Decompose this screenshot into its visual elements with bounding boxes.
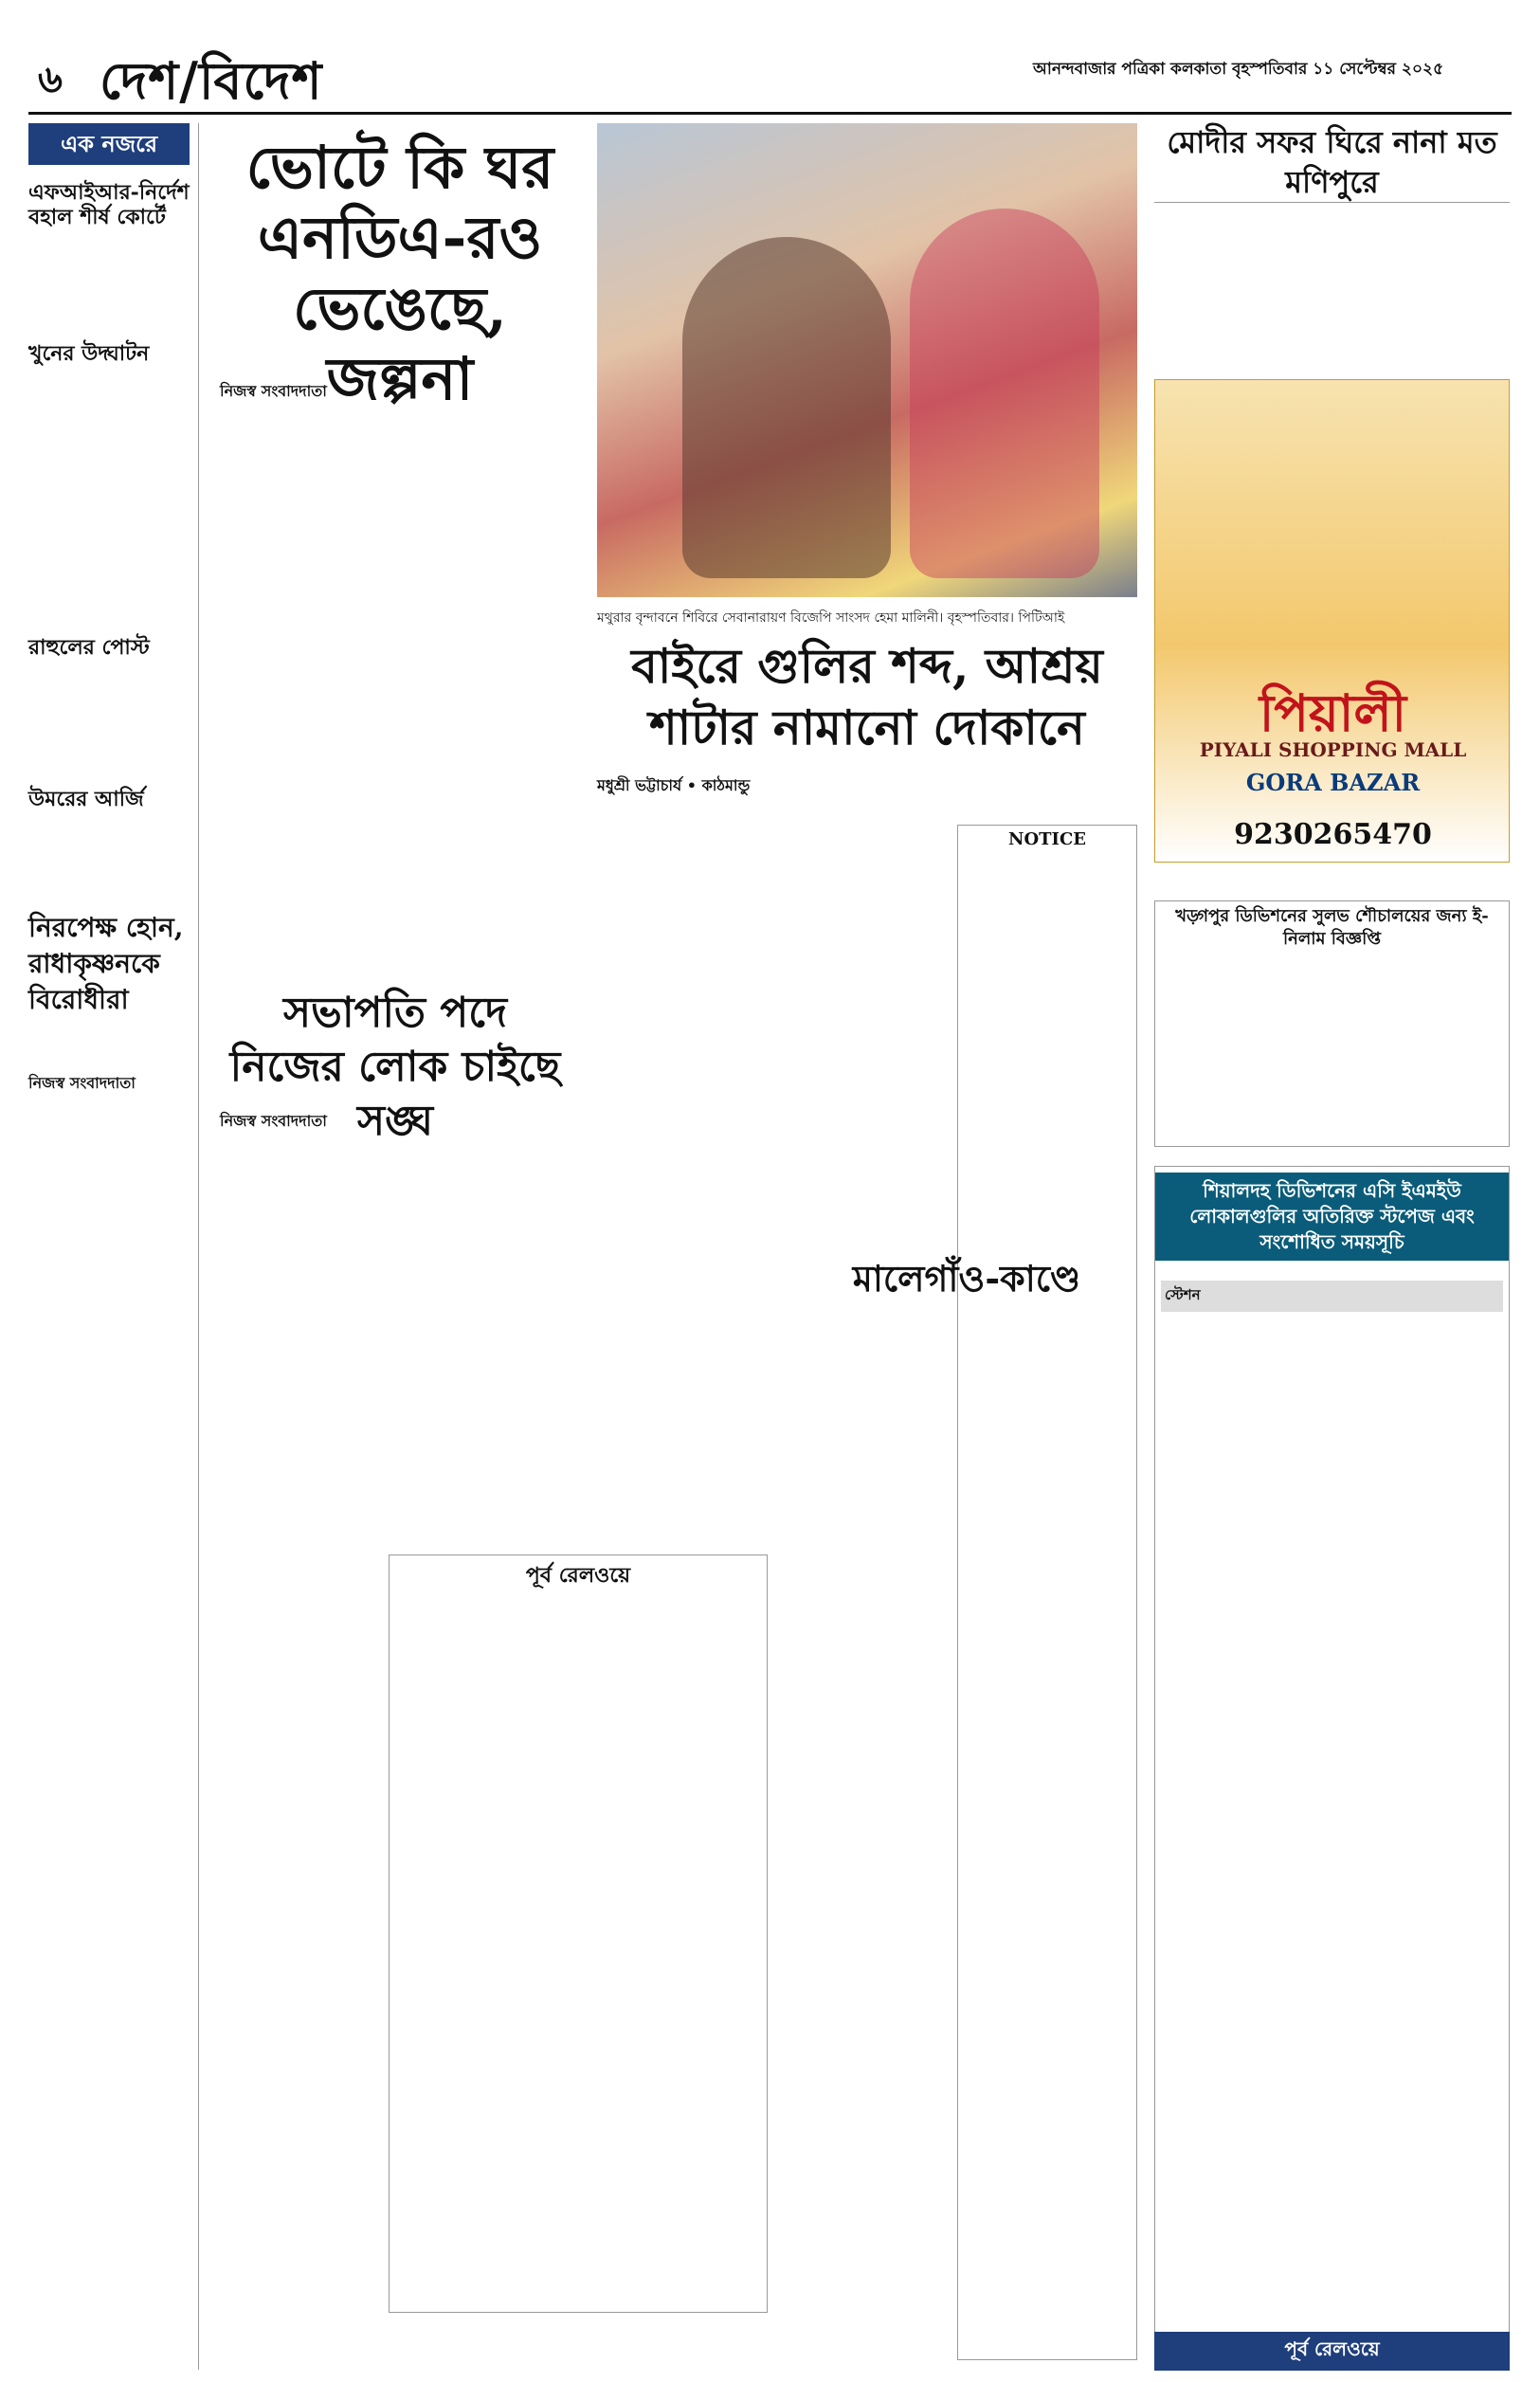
- mid-byline: নিজস্ব সংবাদদাতা: [220, 1112, 327, 1130]
- sidebar-item-heading: এফআইআর-নির্দেশ বহাল শীর্ষ কোর্টে: [28, 180, 190, 230]
- ad-title: পিয়ালী: [1259, 682, 1407, 743]
- at-a-glance-label: এক নজরে: [28, 123, 190, 165]
- ad-phone: 9230265470: [1234, 818, 1432, 851]
- photo-figure: [910, 209, 1099, 578]
- sidebar-feature-headline: নিরপেক্ষ হোন, রাধাকৃষ্ণনকে বিরোধীরা: [28, 912, 184, 1015]
- advertisement: [1154, 379, 1510, 863]
- sidebar: [28, 123, 199, 2370]
- photo-figure: [682, 237, 891, 578]
- ad-brand: PIYALI SHOPPING MALL: [1199, 738, 1467, 761]
- schedule-table-header: স্টেশন: [1161, 1281, 1503, 1312]
- section-title: দেশ/বিদেশ: [100, 50, 323, 111]
- sealdah-heading: শিয়ালদহ ডিভিশনের এসি ইএমইউ লোকালগুলির অতিরিক্ত স্টপেজ এবং সংশোধিত সময়সূচি: [1155, 1173, 1509, 1261]
- sidebar-item-heading: খুনের উদ্ঘাটন: [28, 341, 150, 366]
- lead-byline: নিজস্ব সংবাদদাতা: [220, 382, 327, 400]
- story-byline: মধুশ্রী ভট্টাচার্য • কাঠমান্ডু: [597, 776, 751, 794]
- notice-column: [957, 825, 1137, 2360]
- tender-notice: [389, 1555, 768, 2313]
- story-headline: বাইরে গুলির শব্দ, আশ্রয় শাটার নামানো দোকানে: [631, 638, 1103, 755]
- right-headline: মোদীর সফর ঘিরে নানা মত মণিপুরে: [1154, 123, 1510, 203]
- sidebar-feature-byline: নিজস্ব সংবাদদাতা: [28, 1074, 136, 1092]
- rail-notice-heading: খড়্গপুর ডিভিশনের সুলভ শৌচালয়ের জন্য ই-নিলাম বিজ্ঞপ্তি: [1175, 906, 1489, 950]
- rail-notice: [1154, 900, 1510, 1147]
- footer-railway-label: পূর্ব রেলওয়ে: [1154, 2332, 1510, 2371]
- sidebar-item-heading: উমরের আর্জি: [28, 787, 144, 811]
- malegaon-headline: মালেগাঁও-কাণ্ডে: [852, 1257, 1081, 1300]
- mid-headline: সভাপতি পদে নিজের লোক চাইছে সঙ্ঘ: [229, 989, 561, 1146]
- page-number: ৬: [38, 57, 63, 101]
- sidebar-item-heading: রাহুলের পোস্ট: [28, 635, 150, 660]
- lead-headline: ভোটে কি ঘর এনডিএ-রও ভেঙেছে, জল্পনা: [245, 133, 554, 414]
- sealdah-schedule: [1154, 1166, 1510, 2360]
- photo-caption: মথুরার বৃন্দাবনে শিবিরে সেবানারায়ণ বিজেপি সাংসদ হেমা মালিনী। বৃহস্পতিবার। পিটিআই: [597, 610, 1065, 626]
- publication-dateline: আনন্দবাজার পত্রিকা কলকাতা বৃহস্পতিবার ১১ সেপ্টেম্বর ২০২৫: [1033, 60, 1444, 79]
- tender-heading: পূর্ব রেলওয়ে: [525, 1563, 631, 1588]
- news-photo: [597, 123, 1137, 597]
- masthead-rule: [28, 112, 1512, 115]
- ad-tagline: GORA BAZAR: [1245, 769, 1421, 796]
- notice-title: NOTICE: [1008, 829, 1086, 849]
